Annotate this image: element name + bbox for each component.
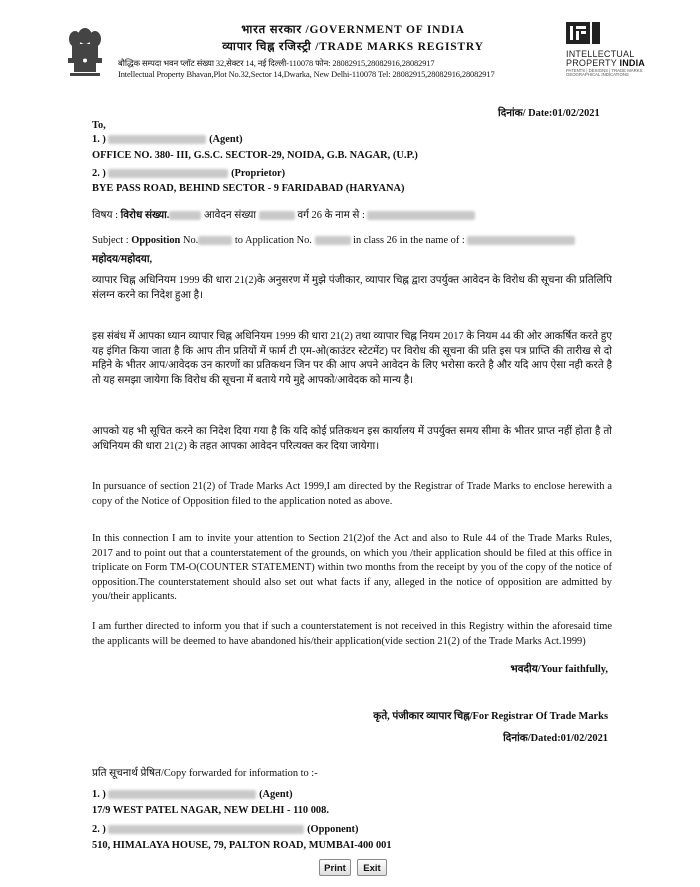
paragraph-hindi-1: व्यापार चिह्न अधिनियम 1999 की धारा 21(2)के अनुसरण में मुझे पंजीकार, व्यापार चिह्न द्वारा उपर्युक्त आवेदन के विरोध की सूचना की प्रतिलिपि संलग्न करने का निदेश हुआ है। <box>92 275 612 301</box>
cc-agent: 1. ) (Agent) <box>92 789 293 800</box>
agent-address: OFFICE NO. 380- III, G.S.C. SECTOR-29, NOIDA, G.B. NAGAR, (U.P.) <box>92 150 418 161</box>
print-button[interactable]: Print <box>319 859 351 876</box>
to-line: To, <box>92 120 106 131</box>
paragraph-english-1: In pursuance of section 21(2) of Trade Marks Act 1999,I am directed by the Registrar of Trade Marks to enclose herewith a copy of the Notice of Opposition filed to the application noted as above. <box>92 481 612 507</box>
signoff-dated: दिनांक/Dated:01/02/2021 <box>503 733 608 744</box>
recipient-proprietor: 2. ) (Proprietor) <box>92 168 286 179</box>
redacted-agent-name <box>108 135 206 144</box>
cc-opponent: 2. ) (Opponent) <box>92 824 359 835</box>
letterhead <box>118 22 548 79</box>
header-address-hindi: बौद्धिक सम्पदा भवन प्लॉट संख्या 32,सेक्टर 14, नई दिल्ली-110078 फोन: 28082915,28082916,28082917 <box>118 59 435 68</box>
ip-logo-property-india: PROPERTY INDIA <box>566 58 645 68</box>
redacted-cc-agent-name <box>108 790 256 799</box>
paragraph-english-3: I am further directed to inform you that if such a counterstatement is not received in this Registry within the aforesaid time the applicants will be deemed to have abandoned his/their application(vide section 21(2) of the Trade Marks Act.1999) <box>92 621 612 647</box>
header-registry-line: व्यापार चिह्न रजिस्ट्री /TRADE MARKS REGISTRY <box>222 41 484 53</box>
cc-opponent-address: 510, HIMALAYA HOUSE, 79, PALTON ROAD, MUMBAI-400 001 <box>92 840 392 851</box>
paragraph-english-2: In this connection I am to invite your attention to Section 21(2)of the Act and also to Rule 44 of the Trade Marks Rules, 2017 and to point out that a counterstatement of the grounds, on which you /their application should be filed at this office in triplicate on Form TM-O(COUNTER STATEMENT) within two months from the receipt by you of the copy of the notice of opposition.The counterstatement should also set out what facts if any, alleged in the notice of opposition are admitted by you/their applicants. <box>92 533 612 602</box>
exit-button[interactable]: Exit <box>357 859 387 876</box>
salutation: महोदय/महोदया, <box>92 254 153 265</box>
copy-forwarded-heading: प्रति सूचनार्थ प्रेषित/Copy forwarded for information to :- <box>92 768 318 779</box>
header-government-line: भारत सरकार /GOVERNMENT OF INDIA <box>241 24 465 36</box>
redacted-proprietor-name <box>108 169 228 178</box>
proprietor-address: BYE PASS ROAD, BEHIND SECTOR - 9 FARIDABAD (HARYANA) <box>92 183 405 194</box>
signoff-registrar: कृते, पंजीकार व्यापार चिह्न/For Registrar Of Trade Marks <box>373 711 608 722</box>
header-address-english: Intellectual Property Bhavan,Plot No.32,Sector 14,Dwarka, New Delhi-110078 Tel: 28082915,28082916,28082917 <box>118 70 495 79</box>
recipient-agent: 1. ) (Agent) <box>92 134 243 145</box>
cc-agent-address: 17/9 WEST PATEL NAGAR, NEW DELHI - 110 008. <box>92 805 329 816</box>
paragraph-hindi-3: आपको यह भी सूचित करने का निदेश दिया गया है कि यदि कोई प्रतिकथन इस कार्यालय में उपर्युक्त समय सीमा के भीतर प्राप्त नहीं होता है तो अधिनियम की धारा 21(2) के तहत आपका आवेदन परित्यक्त कर दिया जायेगा। <box>92 426 612 452</box>
paragraph-hindi-2: इस संबंध में आपका ध्यान व्यापार चिह्न अधिनियम 1999 की धारा 21(2) तथा व्यापार चिह्न नियम 2017 के नियम 44 की ओर आकर्षित करते हुए यह इंगित किया जाता है कि आप तीन प्रतियों में फार्म टी एम-ओ(काउंटर स्टेटमेंट) पर विरोध की सूचना की प्रति इस पत्र प्राप्ति की तारीख से दो महिने के भीतर आप/आवेदक उन कारणों का प्रतिकथन जिन पर की आप अपने आवेदन के लिए भरोसा करते है और यदि आप ऐसा नही करते है तो यह समझा जायेगा कि विरोध की सूचना में बताये गये मुद्दे आपको/आवेदक को मान्य है। <box>92 331 612 386</box>
ip-logo-tagline-2: GEOGRAPHICAL INDICATIONS <box>566 72 629 78</box>
subject-hindi: विषय : विरोध संख्या. आवेदन संख्या वर्ग 26 के नाम से : <box>92 208 475 222</box>
subject-english: Subject : Opposition No. to Application No. in class 26 in the name of : <box>92 235 575 246</box>
ip-logo-tagline: PATENTS | DESIGNS | TRADE MARKS <box>566 68 643 73</box>
national-emblem-icon <box>60 22 110 82</box>
ip-india-logo-text <box>566 50 656 78</box>
signoff-faithfully: भवदीय/Your faithfully, <box>510 664 608 675</box>
ip-logo-intellectual: INTELLECTUAL <box>566 49 635 59</box>
letter-date: दिनांक/ Date:01/02/2021 <box>498 108 600 119</box>
redacted-opponent-name <box>108 825 304 834</box>
